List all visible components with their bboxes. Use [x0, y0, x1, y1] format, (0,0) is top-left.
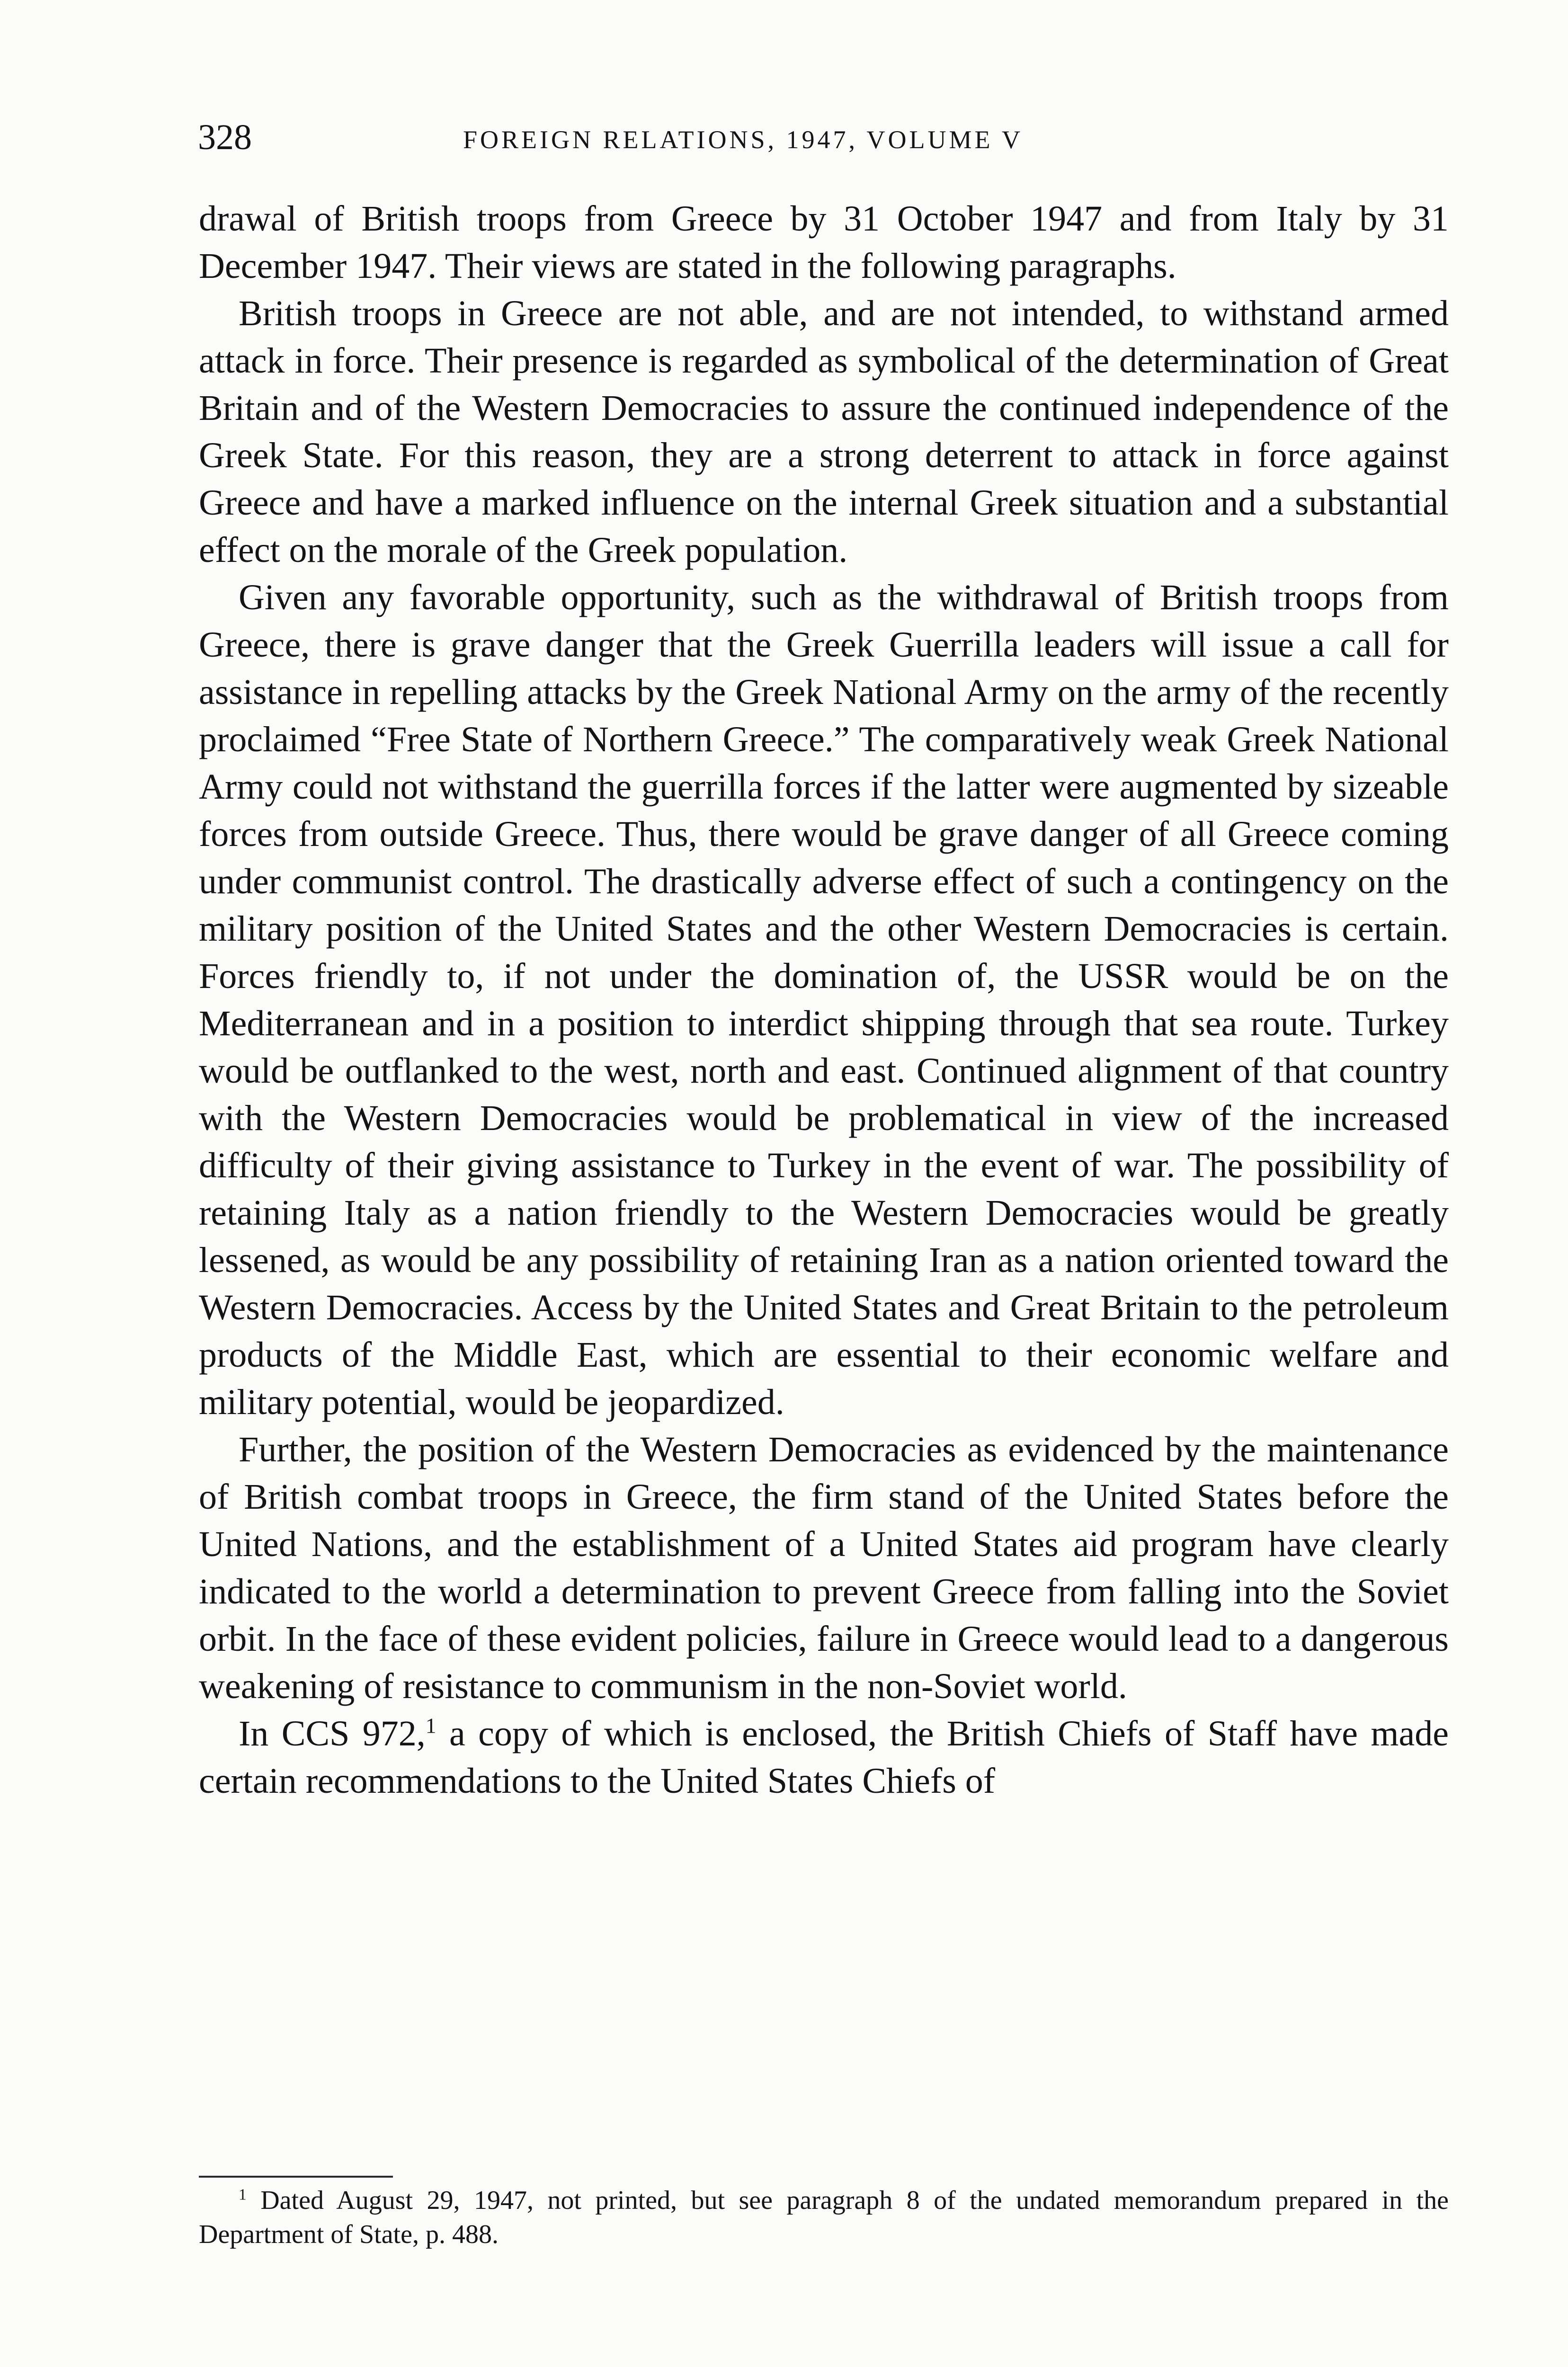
footnote-divider [199, 2176, 393, 2178]
body-text [199, 195, 1449, 1805]
paragraph-western-position: Further, the position of the Western Democracies as evidenced by the maintenance of British combat troops in Greece, the firm stand of the United States before the United Nations, and the establishment of a United States aid program have clearly indicated to the world a determination to prevent Greece from falling into the Soviet orbit. In the face of these evident policies, failure in Greece would lead to a dangerous weakening of resistance to communism in the non-Soviet world. [199, 1430, 1449, 1706]
page-header [198, 114, 1448, 166]
footnote-reference-marker: 1 [425, 1713, 437, 1738]
ccs-972-text-end: a copy of which is enclosed, the British Chiefs of Staff have made certain recommendations to the United States Chiefs of [199, 1714, 1449, 1801]
footnote [199, 2183, 1449, 2251]
page-number: 328 [198, 117, 252, 157]
running-head: FOREIGN RELATIONS, 1947, VOLUME V [463, 125, 1024, 154]
paragraph-withdrawal-danger: Given any favorable opportunity, such as the withdrawal of British troops from Greece, there is grave danger that the Greek Guerrilla leaders will issue a call for assistance in repelling attacks by the Greek National Army on the army of the recently proclaimed “Free State of Northern Greece.” The comparatively weak Greek National Army could not withstand the guerrilla forces if the latter were augmented by sizeable forces from outside Greece. Thus, there would be grave danger of all Greece coming under communist control. The drastically adverse effect of such a contingency on the military position of the United States and the other Western Democracies is certain. Forces friendly to, if not under the domination of, the USSR would be on the Mediterranean and in a position to interdict shipping through that sea route. Turkey would be outflanked to the west, north and east. Continued alignment of that country with the Western Democracies would be problematical in view of the increased difficulty of their giving assistance to Turkey in the event of war. The possibility of retaining Italy as a nation friendly to the Western Democracies would be greatly lessened, as would be any possibility of retaining Iran as a nation oriented toward the Western Democracies. Access by the United States and Great Britain to the petroleum products of the Middle East, which are essential to their economic welfare and military potential, would be jeopardized. [199, 578, 1449, 1422]
paragraph-british-troops: British troops in Greece are not able, and are not intended, to withstand armed attack in force. Their presence is regarded as symbolical of the determination of Great Britain and of the Western Democracies to assure the continued independence of the Greek State. For this reason, they are a strong deterrent to attack in force against Greece and have a marked influence on the internal Greek situation and a substantial effect on the morale of the Greek population. [199, 294, 1449, 570]
footnote-marker: 1 [239, 2186, 247, 2204]
paragraph-continued: drawal of British troops from Greece by 31 October 1947 and from Italy by 31 December 1947. Their views are stated in the following paragraphs. [199, 199, 1449, 286]
paragraph-ccs-972 [199, 1710, 1449, 1805]
footnote-text: Dated August 29, 1947, not printed, but see paragraph 8 of the undated memorandum prepared in the Department of State, p. 488. [199, 2186, 1449, 2249]
ccs-972-text-start: In CCS 972, [239, 1714, 426, 1753]
